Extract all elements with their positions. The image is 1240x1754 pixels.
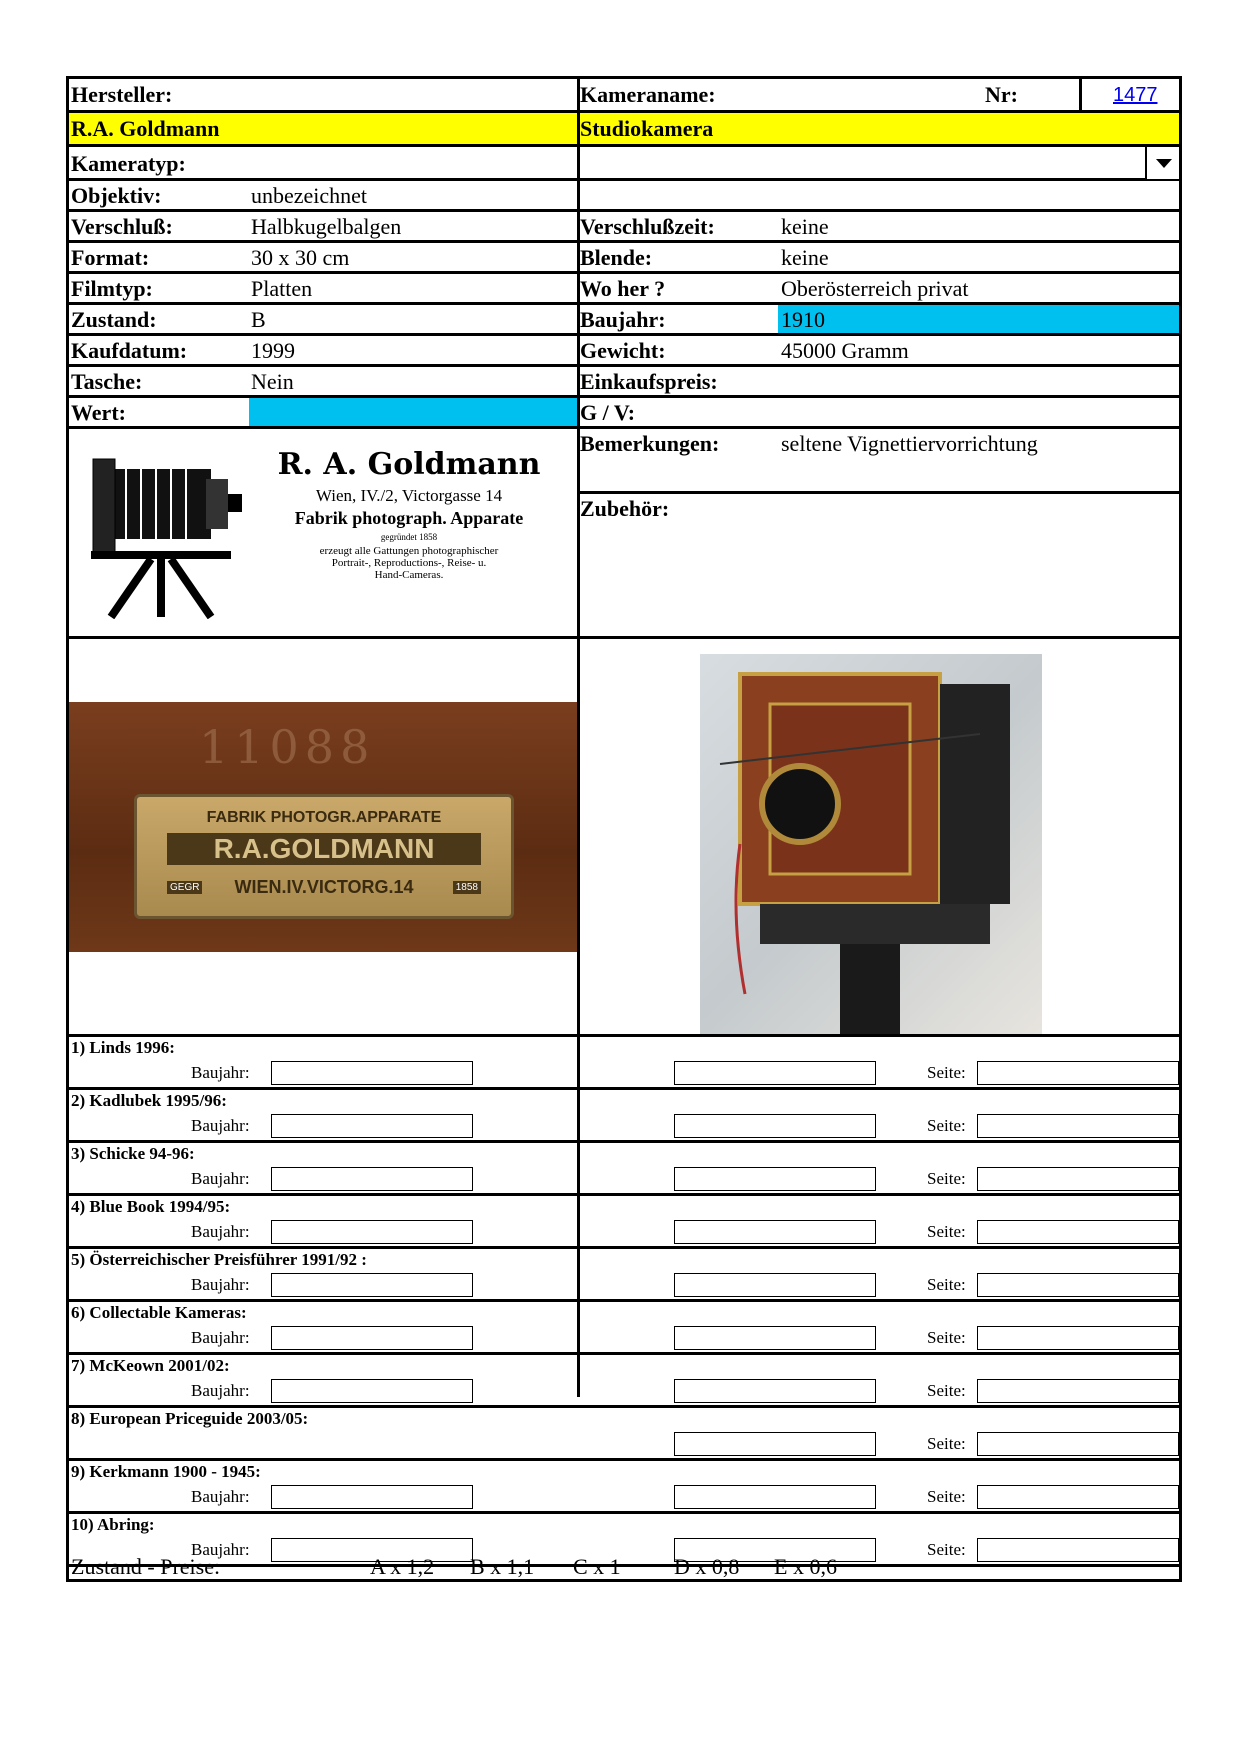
baujahr-label: Baujahr: [191,1540,250,1559]
seite-input[interactable] [977,1379,1179,1403]
baujahr-label: Baujahr: [191,1381,250,1400]
field-row-wert [69,398,1179,429]
plaque-left-tag: GEGR [167,881,202,894]
kameratyp-row [69,147,1179,181]
reference-row [69,1090,1179,1143]
seite-input[interactable] [977,1432,1179,1456]
seite-label: Seite: [927,1063,966,1082]
price-c: C x 1 [573,1554,621,1579]
baujahr-label: Baujahr: [191,1222,250,1241]
baujahr-label: Baujahr: [191,1328,250,1347]
plaque-serial: 11088 [199,720,376,774]
baujahr-label: Baujahr: [191,1487,250,1506]
reference-row [69,1408,1179,1461]
format-value: 30 x 30 cm [251,245,350,270]
einkaufspreis-label: Einkaufspreis: [580,369,718,394]
baujahr-label: Baujahr: [191,1063,250,1082]
baujahr-input[interactable] [271,1485,473,1509]
camera-engraving-icon [81,439,251,619]
wert-label: Wert: [71,400,126,425]
reference-title: 3) Schicke 94-96: [71,1144,195,1163]
gewicht-label: Gewicht: [580,338,666,363]
seite-label: Seite: [927,1116,966,1135]
verschluss-label: Verschluß: [71,214,173,239]
seite-label: Seite: [927,1381,966,1400]
nr-link[interactable]: 1477 [1113,84,1158,106]
value-input[interactable] [674,1220,876,1244]
plaque-line2: R.A.GOLDMANN [167,833,481,865]
reference-title: 5) Österreichischer Preisführer 1991/92 : [71,1250,367,1269]
baujahr-input[interactable] [271,1167,473,1191]
reference-row [69,1249,1179,1302]
baujahr-label: Baujahr: [191,1116,250,1135]
plaque-line1: FABRIK PHOTOGR.APPARATE [206,809,442,826]
baujahr-value: 1910 [781,307,825,332]
advert-line6: Hand-Cameras. [374,569,444,581]
price-e: E x 0,6 [774,1554,837,1579]
plaque-photo [69,702,577,952]
filmtyp-value: Platten [251,276,313,301]
baujahr-label: Baujahr: [580,307,666,332]
field-row-verschluss [69,212,1179,243]
reference-list [69,1037,1179,1570]
reference-title: 1) Linds 1996: [71,1038,175,1057]
value-input[interactable] [674,1273,876,1297]
baujahr-input[interactable] [271,1379,473,1403]
hersteller-value: R.A. Goldmann [71,116,220,141]
baujahr-input[interactable] [271,1061,473,1085]
seite-input[interactable] [977,1273,1179,1297]
kaufdatum-value: 1999 [251,338,295,363]
field-row-kaufdatum [69,336,1179,367]
hersteller-label: Hersteller: [71,82,173,107]
reference-title: 10) Abring: [71,1515,155,1534]
reference-row [69,1196,1179,1249]
gewicht-value: 45000 Gramm [781,338,909,363]
gv-label: G / V: [580,400,636,425]
baujahr-label: Baujahr: [191,1275,250,1294]
plaque-right-tag: 1858 [453,881,481,894]
field-row-tasche [69,367,1179,398]
reference-title: 6) Collectable Kameras: [71,1303,247,1322]
field-row-zustand [69,305,1179,336]
seite-label: Seite: [927,1275,966,1294]
baujahr-input[interactable] [271,1220,473,1244]
reference-row [69,1302,1179,1355]
seite-label: Seite: [927,1487,966,1506]
seite-input[interactable] [977,1220,1179,1244]
value-input[interactable] [674,1432,876,1456]
footer-label: Zustand - Preise: [71,1554,221,1579]
kameratyp-label: Kameratyp: [71,151,186,176]
nr-label: Nr: [985,82,1018,107]
price-a: A x 1,2 [370,1554,435,1579]
bemerkungen-value: seltene Vignettiervorrichtung [781,431,1038,456]
value-input[interactable] [674,1114,876,1138]
reference-title: 4) Blue Book 1994/95: [71,1197,231,1216]
reference-title: 2) Kadlubek 1995/96: [71,1091,227,1110]
advert-area [69,429,577,636]
reference-row [69,1461,1179,1514]
seite-input[interactable] [977,1167,1179,1191]
seite-label: Seite: [927,1540,966,1559]
blende-label: Blende: [580,245,653,270]
reference-row [69,1355,1179,1408]
value-input[interactable] [674,1379,876,1403]
seite-input[interactable] [977,1061,1179,1085]
seite-input[interactable] [977,1326,1179,1350]
bemerkungen-label: Bemerkungen: [580,431,720,456]
advert-line1: Wien, IV./2, Victorgasse 14 [315,486,503,505]
kameratyp-dropdown-button[interactable] [1145,147,1179,179]
reference-title: 9) Kerkmann 1900 - 1945: [71,1462,261,1481]
camera-photo [700,654,1042,1034]
kaufdatum-label: Kaufdatum: [71,338,188,363]
verschluss-value: Halbkugelbalgen [251,214,402,239]
blende-value: keine [781,245,829,270]
objektiv-label: Objektiv: [71,183,162,208]
reference-title: 8) European Priceguide 2003/05: [71,1409,309,1428]
verschlusszeit-label: Verschlußzeit: [580,214,715,239]
tasche-value: Nein [251,369,294,394]
bemerkungen-cell [580,429,1179,494]
kameraname-label: Kameraname: [580,82,716,107]
brass-plaque [134,794,514,919]
advert-line3: gegründet 1858 [380,532,438,542]
camera-record-sheet [66,76,1182,1582]
seite-label: Seite: [927,1222,966,1241]
baujahr-input[interactable] [271,1114,473,1138]
objektiv-value: unbezeichnet [251,183,368,208]
field-row-format [69,243,1179,274]
header-values-row [69,113,1179,147]
woher-label: Wo her ? [580,276,666,301]
verschlusszeit-value: keine [781,214,829,239]
reference-row [69,1037,1179,1090]
zustand-label: Zustand: [71,307,157,332]
studio-camera-icon [700,654,1042,1034]
tasche-label: Tasche: [71,369,143,394]
seite-label: Seite: [927,1169,966,1188]
field-row-filmtyp [69,274,1179,305]
seite-label: Seite: [927,1328,966,1347]
advert-line4: erzeugt alle Gattungen photographischer [319,545,499,557]
zustand-value: B [251,307,266,332]
value-input[interactable] [674,1485,876,1509]
zubehoer-label: Zubehör: [580,496,670,521]
price-b: B x 1,1 [470,1554,535,1579]
woher-value: Oberösterreich privat [781,276,969,301]
seite-input[interactable] [977,1485,1179,1509]
value-input[interactable] [674,1326,876,1350]
reference-row [69,1143,1179,1196]
advert-name: R. A. Goldmann [277,447,541,482]
advert-line5: Portrait-, Reproductions-, Reise- u. [331,557,487,569]
kameraname-value: Studiokamera [580,116,714,141]
field-row-objektiv [69,181,1179,212]
seite-input[interactable] [977,1114,1179,1138]
baujahr-label: Baujahr: [191,1169,250,1188]
baujahr-input[interactable] [271,1326,473,1350]
filmtyp-label: Filmtyp: [71,276,153,301]
plaque-photo-area [69,639,577,1034]
advert-line2: Fabrik photograph. Apparate [294,508,524,528]
seite-label: Seite: [927,1434,966,1453]
value-input[interactable] [674,1167,876,1191]
plaque-line3: WIEN.IV.VICTORG.14 [234,877,414,897]
baujahr-input[interactable] [271,1273,473,1297]
zubehoer-cell [580,494,1179,636]
footer-row [69,1552,1179,1582]
reference-title: 7) McKeown 2001/02: [71,1356,230,1375]
format-label: Format: [71,245,150,270]
price-d: D x 0,8 [674,1554,740,1579]
header-row [69,79,1179,113]
value-input[interactable] [674,1061,876,1085]
